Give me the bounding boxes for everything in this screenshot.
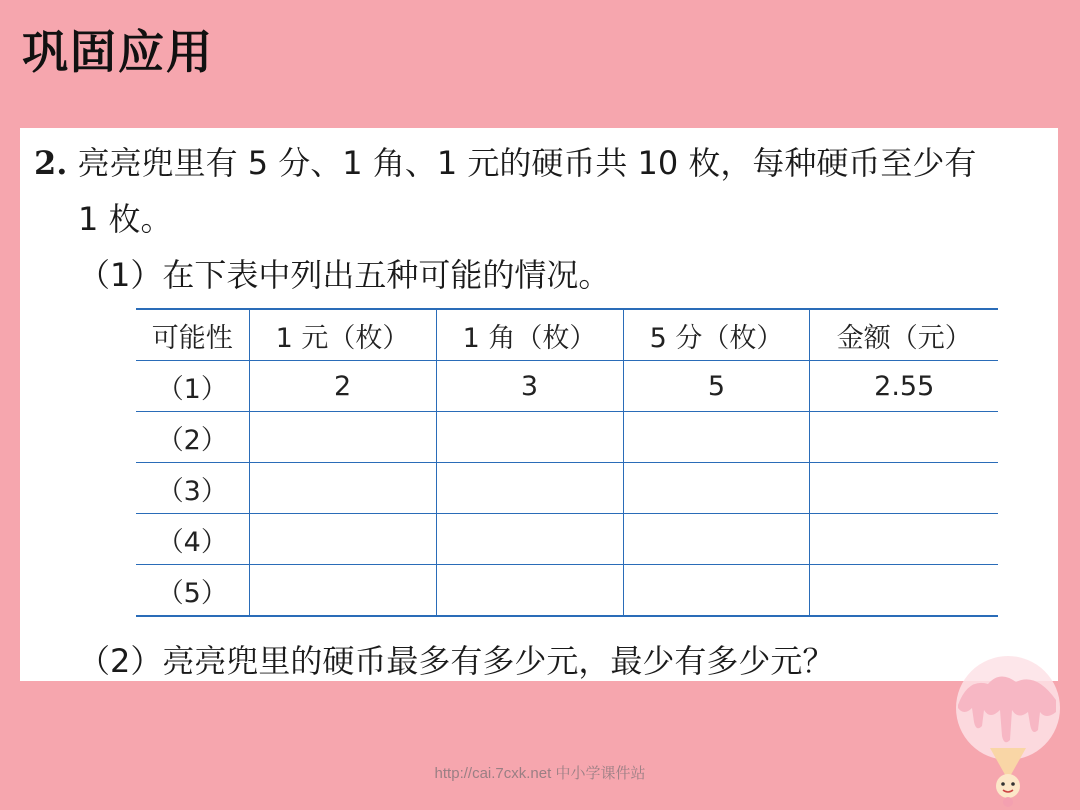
table-cell: 2	[249, 361, 436, 412]
table-cell	[249, 514, 436, 565]
table-cell	[436, 565, 623, 617]
table-cell	[810, 514, 998, 565]
table-row	[136, 514, 998, 565]
table-cell: （5）	[136, 565, 249, 617]
table-cell: 3	[436, 361, 623, 412]
question-number: 2.	[34, 144, 68, 182]
table-row	[136, 565, 998, 617]
table-cell	[810, 463, 998, 514]
table-cell	[436, 514, 623, 565]
table-header: 1 元（枚）	[249, 309, 436, 361]
table-cell	[249, 463, 436, 514]
table-header-row	[136, 309, 998, 361]
table-row	[136, 463, 998, 514]
table-cell: （3）	[136, 463, 249, 514]
question-text-2: 1 枚。	[78, 200, 173, 238]
table-cell	[623, 514, 810, 565]
table-cell: 2.55	[810, 361, 998, 412]
table-cell: （4）	[136, 514, 249, 565]
table-cell: （2）	[136, 412, 249, 463]
table-cell	[810, 412, 998, 463]
table-cell	[249, 412, 436, 463]
table-header: 1 角（枚）	[436, 309, 623, 361]
table-cell	[436, 412, 623, 463]
question-text-1: 亮亮兜里有 5 分、1 角、1 元的硬币共 10 枚，每种硬币至少有	[77, 144, 977, 182]
possibility-table	[136, 308, 998, 617]
table-cell	[810, 565, 998, 617]
question-card	[20, 128, 1058, 681]
table-cell	[249, 565, 436, 617]
footer-watermark: http://cai.7cxk.net 中小学课件站	[434, 765, 646, 782]
table-header: 5 分（枚）	[623, 309, 810, 361]
table-cell	[623, 412, 810, 463]
question-part-2: （2）亮亮兜里的硬币最多有多少元，最少有多少元？	[78, 642, 835, 680]
ice-cream-balloon-icon	[948, 650, 1068, 810]
table-cell: （1）	[136, 361, 249, 412]
table-header: 金额（元）	[810, 309, 998, 361]
question-part-1: （1）在下表中列出五种可能的情况。	[78, 256, 611, 294]
table-cell: 5	[623, 361, 810, 412]
table-row	[136, 361, 998, 412]
table-header: 可能性	[136, 309, 249, 361]
table-cell	[623, 463, 810, 514]
slide-title: 巩固应用	[22, 25, 214, 79]
question-line-1	[34, 138, 976, 184]
table-cell	[623, 565, 810, 617]
table-cell	[436, 463, 623, 514]
table-row	[136, 412, 998, 463]
